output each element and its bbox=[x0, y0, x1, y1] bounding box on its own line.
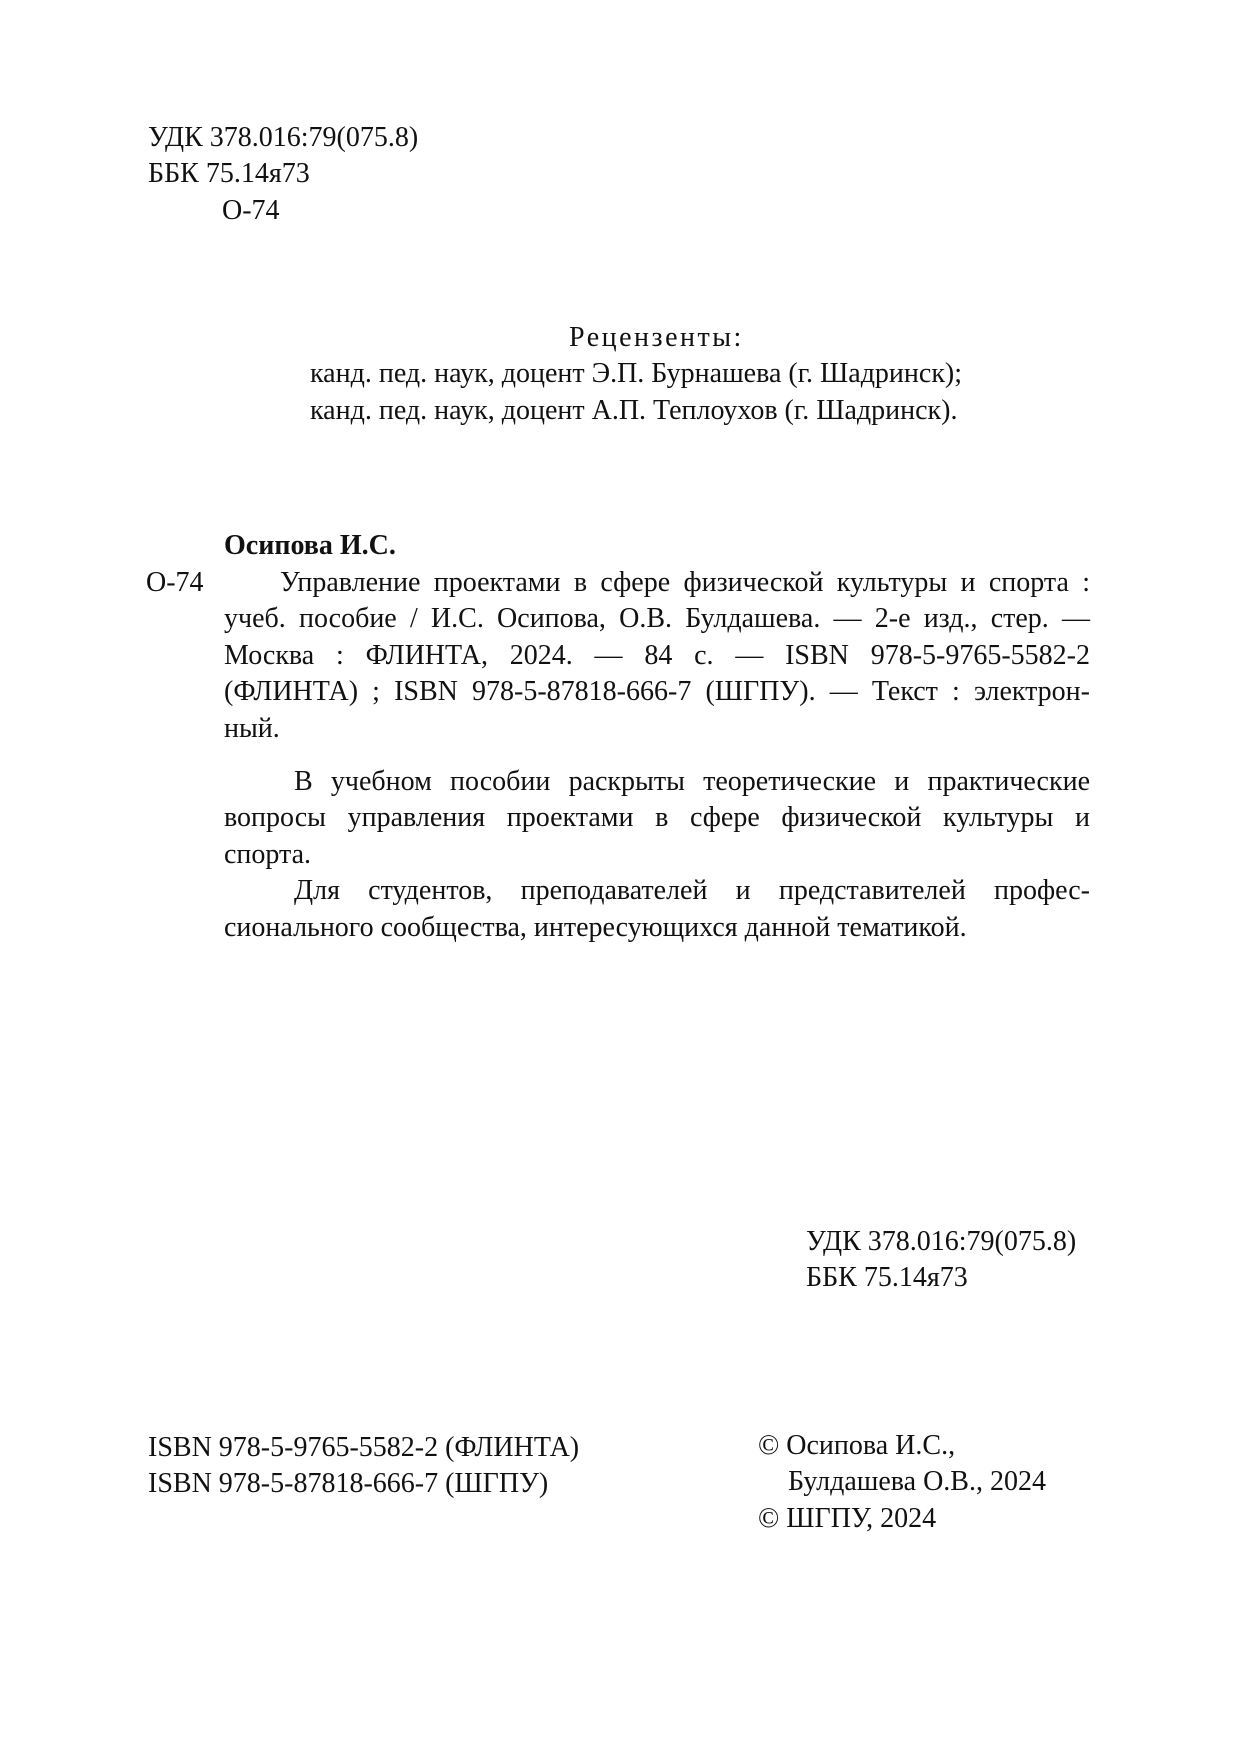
record-line-4: (ФЛИНТА) ; ISBN 978-5-87818-666-7 (ШГПУ). — Текст : электрон- bbox=[224, 676, 1090, 708]
isbn-flinta: ISBN 978-5-9765-5582-2 (ФЛИНТА) bbox=[148, 1432, 580, 1463]
record-line-3: Москва : ФЛИНТА, 2024. — 84 с. — ISBN 978-5-9765-5582-2 bbox=[224, 639, 1090, 671]
isbn-shgpu: ISBN 978-5-87818-666-7 (ШГПУ) bbox=[148, 1468, 549, 1500]
copyright-line-1: © Осипова И.С., bbox=[758, 1430, 956, 1461]
header-udk: УДК 378.016:79(075.8) bbox=[148, 122, 419, 153]
copyright-line-3: © ШГПУ, 2024 bbox=[758, 1502, 937, 1534]
footer-udk: УДК 378.016:79(075.8) bbox=[806, 1226, 1077, 1257]
annotation-p1-line-3: спорта. bbox=[224, 838, 312, 870]
isbn-block bbox=[148, 1430, 579, 1503]
bibliographic-record bbox=[224, 565, 1090, 747]
header-bbk: ББК 75.14я73 bbox=[148, 158, 310, 190]
reviewers-block bbox=[310, 320, 962, 429]
header-author-mark: О-74 bbox=[222, 194, 280, 226]
record-author-mark: О-74 bbox=[146, 567, 204, 598]
annotation bbox=[224, 764, 1090, 946]
footer-bbk: ББК 75.14я73 bbox=[806, 1262, 968, 1294]
annotation-p2-line-2: сионального сообщества, интересующихся данной тематикой. bbox=[224, 911, 967, 943]
annotation-p2-line-1: Для студентов, преподавателей и представителей профес- bbox=[294, 875, 1090, 907]
footer-classification bbox=[806, 1224, 1076, 1297]
record-line-2: учеб. пособие / И.С. Осипова, О.В. Булдашева. — 2-е изд., стер. — bbox=[224, 603, 1090, 635]
reviewer-2: канд. пед. наук, доцент А.П. Теплоухов (г. Шадринск). bbox=[310, 394, 958, 426]
copyright-block bbox=[758, 1428, 1046, 1537]
annotation-p1-line-1: В учебном пособии раскрыты теоретические и практические bbox=[294, 766, 1090, 797]
record-line-1: Управление проектами в сфере физической культуры и спорта : bbox=[280, 567, 1090, 598]
record-line-5: ный. bbox=[224, 712, 280, 744]
author-heading: Осипова И.С. bbox=[224, 530, 396, 561]
reviewers-title: Рецензенты: bbox=[569, 322, 744, 353]
copyright-line-2: Булдашева О.В., 2024 bbox=[788, 1466, 1046, 1498]
reviewer-1: канд. пед. наук, доцент Э.П. Бурнашева (г. Шадринск); bbox=[310, 358, 963, 390]
header-classification bbox=[148, 120, 418, 229]
annotation-p1-line-2: вопросы управления проектами в сфере физической культуры и bbox=[224, 802, 1090, 834]
